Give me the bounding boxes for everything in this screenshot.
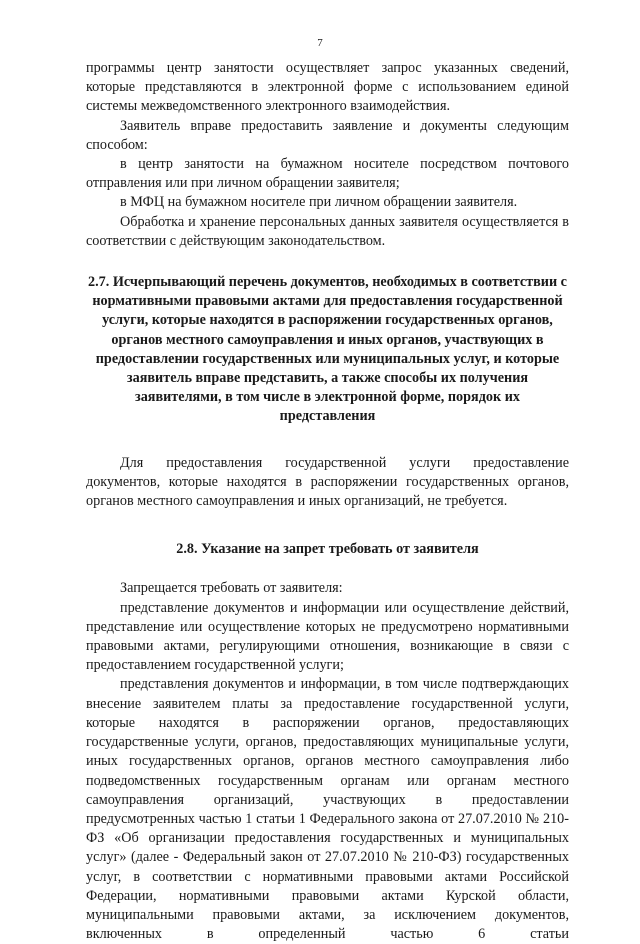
section-2-7-heading: 2.7. Исчерпывающий перечень документов, необходимых в соответствии с нормативными правовыми актами для предоставления государственной услуги, которые находятся в распоряжении государственных органов, органов местного самоуправления и иных органов, участвующих в предоставлении государственных или муниципальных услуг, и которые заявитель вправе представить, а также способы их получения заявителями, в том числе в электронной форме, порядок их представления <box>88 274 567 425</box>
section-2-8-item-2: представления документов и информации, в том числе подтверждающих внесение заявителем платы за предоставление государственной услуги, которые находятся в распоряжении органов, предоставляющих государственные услуги, органов, предоставляющих муниципальные услуги, иных государственных органов, органов местного самоуправления либо подведомственных государственным органам или органам местного самоуправления организаций, участвующих в предоставлении предусмотренных частью 1 статьи 1 Федерального закона от 27.07.2010 № 210-ФЗ «Об организации предоставления государственных и муниципальных услуг» (далее - Федеральный закон от 27.07.2010 № 210-ФЗ) государственных услуг, в соответствии с нормативными правовыми актами Российской Федерации, нормативными правовыми актами Курской области, муниципальными правовыми актами, за исключением документов, включенных в определенный частью 6 статьи <box>86 676 569 943</box>
page-number: 7 <box>317 37 323 49</box>
paragraph-employment-center: в центр занятости на бумажном носителе посредством почтового отправления или при личном обращении заявителя; <box>86 156 569 192</box>
section-2-8-heading: 2.8. Указание на запрет требовать от заявителя <box>176 541 479 558</box>
document-body <box>86 59 569 944</box>
paragraph-personal-data: Обработка и хранение персональных данных заявителя осуществляется в соответствии с действующим законодательством. <box>86 213 569 249</box>
paragraph-submission-methods: Заявитель вправе предоставить заявление и документы следующим способом: <box>86 117 569 153</box>
section-2-8-item-1: представление документов и информации или осуществление действий, представление или осуществление которых не предусмотрено нормативными правовыми актами, регулирующими отношения, возникающие в связи с предоставлением государственной услуги; <box>86 599 569 674</box>
paragraph-mfc: в МФЦ на бумажном носителе при личном обращении заявителя. <box>120 194 518 211</box>
section-2-7-text: Для предоставления государственной услуги предоставление документов, которые находятся в распоряжении государственных органов, органов местного самоуправления и иных организаций, не требуется. <box>86 454 569 510</box>
section-2-8-intro: Запрещается требовать от заявителя: <box>120 580 343 597</box>
paragraph-continuation: программы центр занятости осуществляет запрос указанных сведений, которые представляются в электронной форме с использованием единой системы межведомственного электронного взаимодействия. <box>86 60 569 115</box>
